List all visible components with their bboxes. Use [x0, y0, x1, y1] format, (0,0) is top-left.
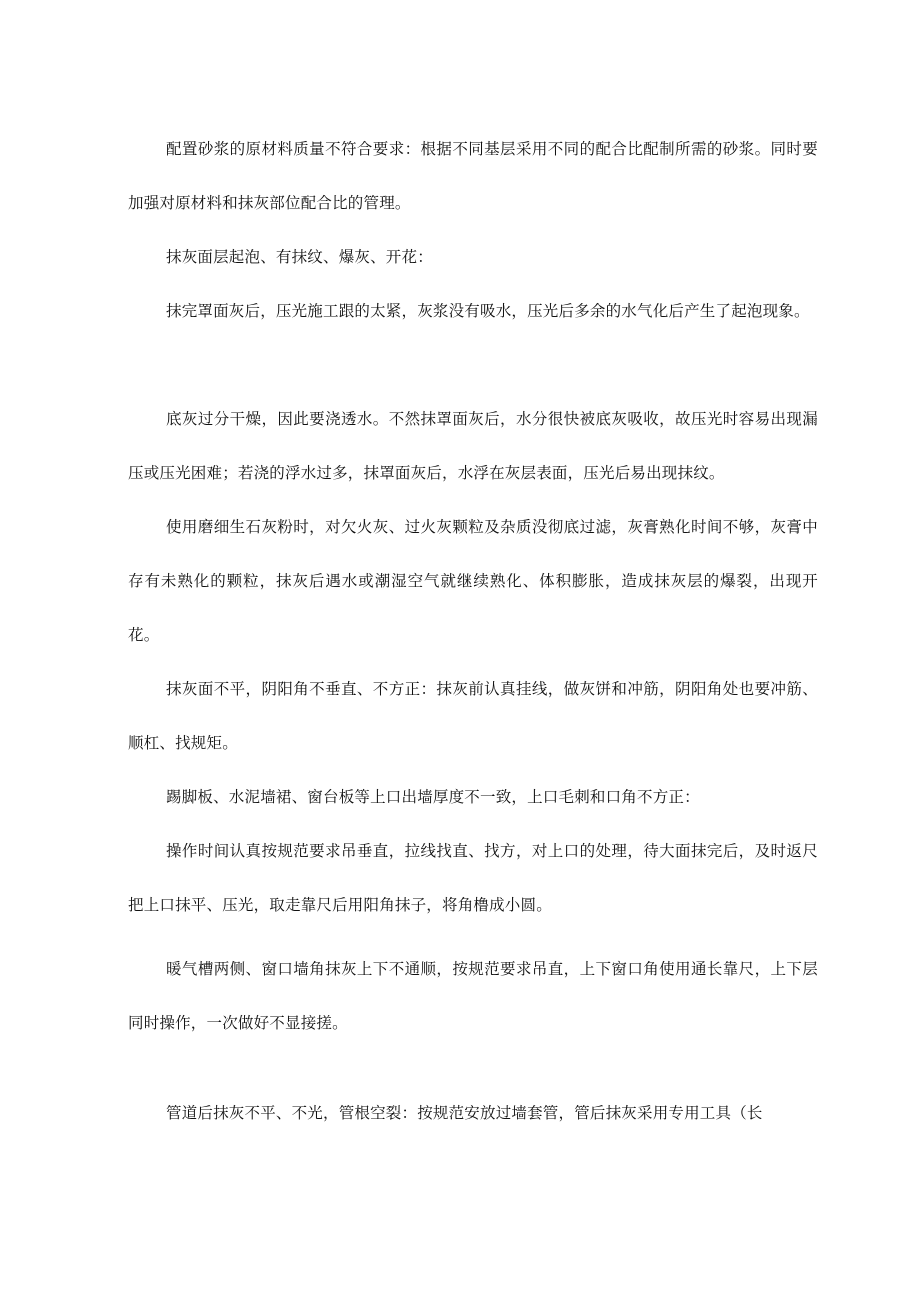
- paragraph-pipe-plastering: 管道后抹灰不平、不光，管根空裂：按规范安放过墙套管，管后抹灰采用专用工具（长: [166, 1104, 763, 1122]
- paragraph-skirting-procedure: 操作时间认真按规范要求吊垂直，拉线找直、找方，对上口的处理，待大面抹完后，及时返尺把上口抹平、压光，取走靠尺后用阳角抹子，将角橹成小圆。: [128, 842, 818, 914]
- paragraph-mortar-materials: 配置砂浆的原材料质量不符合要求：根据不同基层采用不同的配合比配制所需的砂浆。同时要加强对原材料和抹灰部位配合比的管理。: [128, 140, 818, 212]
- paragraph-heading-blistering: 抹灰面层起泡、有抹纹、爆灰、开花：: [166, 248, 433, 266]
- paragraph-base-coat-drying: 底灰过分干燥，因此要浇透水。不然抹罩面灰后，水分很快被底灰吸收，故压光时容易出现漏压或压光困难；若浇的浮水过多，抹罩面灰后，水浮在灰层表面，压光后易出现抹纹。: [128, 410, 818, 482]
- paragraph-heading-skirting: 踢脚板、水泥墙裙、窗台板等上口出墙厚度不一致，上口毛刺和口角不方正：: [166, 788, 700, 806]
- paragraph-uneven-corners: 抹灰面不平，阴阳角不垂直、不方正：抹灰前认真挂线，做灰饼和冲筋，阴阳角处也要冲筋、顺杠、找规矩。: [128, 680, 818, 752]
- paragraph-blistering-cause: 抹完罩面灰后，压光施工跟的太紧，灰浆没有吸水，压光后多余的水气化后产生了起泡现象。: [166, 302, 810, 320]
- paragraph-lime-powder: 使用磨细生石灰粉时，对欠火灰、过火灰颗粒及杂质没彻底过滤，灰膏熟化时间不够，灰膏中存有未熟化的颗粒，抹灰后遇水或潮湿空气就继续熟化、体积膨胀，造成抹灰层的爆裂，出现开花。: [128, 518, 818, 644]
- paragraph-heating-groove: 暖气槽两侧、窗口墙角抹灰上下不通顺，按规范要求吊直，上下窗口角使用通长靠尺，上下层同时操作，一次做好不显接搓。: [128, 960, 818, 1032]
